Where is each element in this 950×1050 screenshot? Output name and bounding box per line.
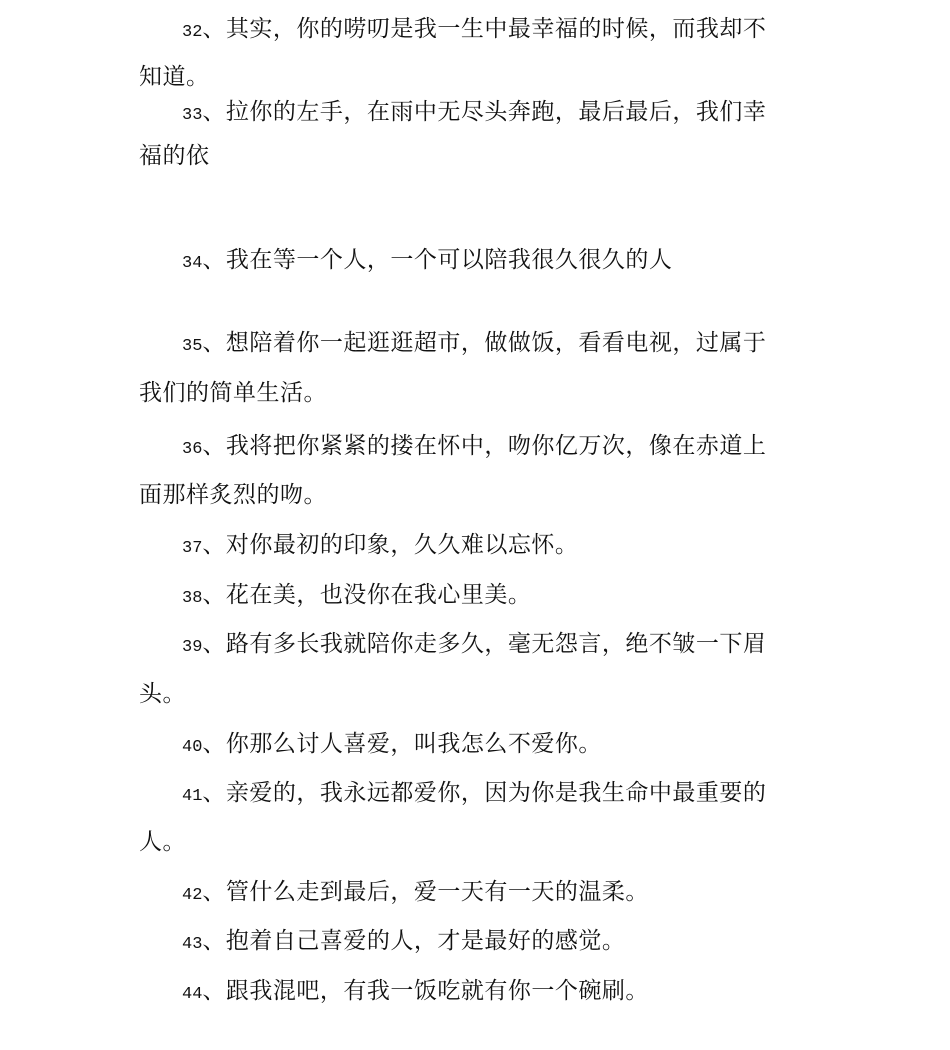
list-item-36-line1	[182, 431, 862, 465]
item-separator: 、	[202, 928, 226, 954]
list-item-42-line1	[182, 877, 862, 911]
list-item-36-line2: 面那样炙烈的吻。	[139, 482, 327, 508]
item-text: 拉你的左手，在雨中无尽头奔跑，最后最后，我们幸	[225, 99, 767, 125]
item-text: 跟我混吧，有我一饭吃就有你一个碗刷。	[225, 978, 649, 1004]
item-number: 35	[182, 337, 203, 356]
item-text: 花在美，也没你在我心里美。	[225, 582, 532, 608]
list-item-38-line1	[182, 580, 862, 614]
item-separator: 、	[202, 99, 226, 125]
item-number: 32	[182, 23, 203, 42]
item-number: 38	[182, 589, 203, 608]
list-item-39-line1	[182, 629, 862, 663]
item-number: 40	[182, 738, 203, 757]
item-separator: 、	[202, 731, 226, 757]
list-item-32-line2: 知道。	[139, 64, 210, 90]
item-separator: 、	[202, 433, 226, 459]
item-text: 想陪着你一起逛逛超市，做做饭，看看电视，过属于	[225, 330, 767, 356]
item-text: 抱着自己喜爱的人，才是最好的感觉。	[225, 928, 626, 954]
item-number: 33	[182, 106, 203, 125]
list-item-44-line1	[182, 976, 862, 1010]
item-text: 管什么走到最后，爱一天有一天的温柔。	[225, 879, 649, 905]
list-item-37-line1	[182, 530, 862, 564]
list-item-33-line1	[182, 97, 862, 131]
item-separator: 、	[202, 631, 226, 657]
list-item-41-line2: 人。	[139, 829, 186, 855]
item-text: 你那么讨人喜爱，叫我怎么不爱你。	[225, 731, 602, 757]
item-separator: 、	[202, 978, 226, 1004]
item-text: 我将把你紧紧的搂在怀中，吻你亿万次，像在赤道上	[225, 433, 767, 459]
item-text: 对你最初的印象，久久难以忘怀。	[225, 532, 579, 558]
item-separator: 、	[202, 247, 226, 273]
item-separator: 、	[202, 532, 226, 558]
item-number: 43	[182, 935, 203, 954]
item-text: 我在等一个人，一个可以陪我很久很久的人	[225, 247, 673, 273]
list-item-40-line1	[182, 729, 862, 763]
list-item-41-line1	[182, 778, 862, 812]
item-number: 36	[182, 440, 203, 459]
item-number: 34	[182, 254, 203, 273]
item-text: 路有多长我就陪你走多久，毫无怨言，绝不皱一下眉	[225, 631, 767, 657]
item-number: 41	[182, 787, 203, 806]
item-number: 37	[182, 539, 203, 558]
item-separator: 、	[202, 879, 226, 905]
item-separator: 、	[202, 16, 226, 42]
item-number: 39	[182, 638, 203, 657]
item-number: 44	[182, 985, 203, 1004]
item-separator: 、	[202, 582, 226, 608]
item-separator: 、	[202, 330, 226, 356]
list-item-32-line1	[182, 14, 862, 48]
list-item-33-line2: 福的依	[139, 143, 210, 169]
list-item-43-line1	[182, 926, 862, 960]
list-item-39-line2: 头。	[139, 681, 186, 707]
item-number: 42	[182, 886, 203, 905]
item-text: 其实，你的唠叨是我一生中最幸福的时候，而我却不	[225, 16, 767, 42]
item-separator: 、	[202, 780, 226, 806]
list-item-35-line1	[182, 328, 862, 362]
list-item-35-line2: 我们的简单生活。	[139, 380, 327, 406]
item-text: 亲爱的，我永远都爱你，因为你是我生命中最重要的	[225, 780, 767, 806]
list-item-34-line1	[182, 245, 862, 279]
